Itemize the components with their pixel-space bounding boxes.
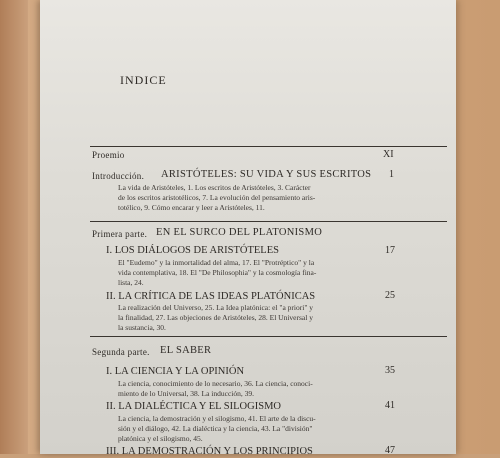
part1-entry-1-label: I. LOS DIÁLOGOS DE ARISTÓTELES [106,245,279,256]
page-title: INDICE [120,73,167,87]
part2-entry-1-line-2: miento de lo Universal, 38. La inducción, 39. [118,389,255,398]
part1-prefix: Primera parte. [92,229,148,239]
intro-line-1: La vida de Aristóteles, 1. Los escritos de Aristóteles, 3. Carácter [118,183,311,192]
part2-entry-1-label: I. LA CIENCIA Y LA OPINIÓN [106,366,245,377]
book-cover-edge [0,0,28,454]
part2-entry-1-line-1: La ciencia, conocimiento de lo necesario, 36. La ciencia, conoci- [118,379,313,388]
part1-entry-1-line-1: El "Eudemo" y la inmortalidad del alma, 17. El "Protréptico" y la [118,258,315,267]
divider-rule [90,336,447,337]
part1-entry-2-page: 25 [385,290,395,301]
part2-entry-2-label: II. LA DIALÉCTICA Y EL SILOGISMO [106,401,281,412]
intro-page: 1 [389,169,394,180]
part2-entry-3-label: III. LA DEMOSTRACIÓN Y LOS PRINCIPIOS [106,446,313,457]
part1-entry-2-label: II. LA CRÍTICA DE LAS IDEAS PLATÓNICAS [106,291,316,302]
part1-entry-2-line-3: la sustancia, 30. [118,323,166,332]
book-page [40,0,456,457]
part1-entry-1-line-3: lista, 24. [118,278,144,287]
part2-prefix: Segunda parte. [92,347,150,357]
part1-heading: EN EL SURCO DEL PLATONISMO [156,227,323,238]
part1-entry-1-page: 17 [385,245,395,256]
part1-entry-1-line-2: vida contemplativa, 18. El "De Philosophia" y la cosmología fina- [118,268,317,277]
proemio-label: Proemio [92,150,125,160]
proemio-page: XI [383,149,394,160]
divider-rule [90,146,447,147]
intro-prefix: Introducción. [92,171,145,181]
part2-entry-3-page: 47 [385,445,395,456]
part1-entry-2-line-2: la finalidad, 27. Las objeciones de Aristóteles, 28. El Universal y [118,313,313,322]
divider-rule [90,221,447,222]
part2-entry-2-line-1: La ciencia, la demostración y el silogismo, 41. El arte de la discu- [118,414,316,423]
part1-entry-2-line-1: La realización del Universo, 25. La Idea platónica: el "a priori" y [118,303,313,312]
intro-line-2: de los escritos aristotélicos, 7. La evolución del pensamiento aris- [118,193,316,202]
part2-entry-2-line-2: sión y el diálogo, 42. La dialéctica y la ciencia, 43. La "división" [118,424,313,433]
intro-heading: ARISTÓTELES: SU VIDA Y SUS ESCRITOS [161,169,372,180]
part2-entry-1-page: 35 [385,365,395,376]
part2-heading: EL SABER [160,345,212,356]
intro-line-3: totélico, 9. Cómo encarar y leer a Aristóteles, 11. [118,203,265,212]
part2-entry-2-line-3: platónica y el silogismo, 45. [118,434,203,443]
part2-entry-2-page: 41 [385,400,395,411]
